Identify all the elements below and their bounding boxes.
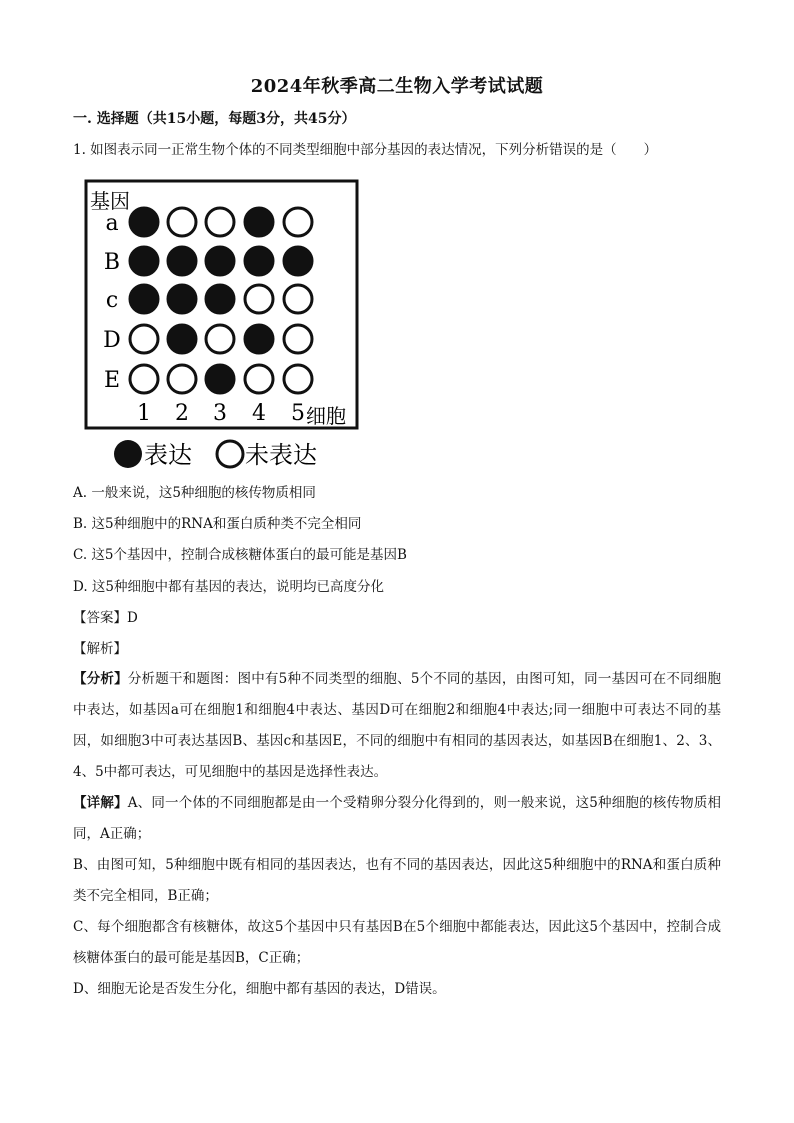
dot-gene-E-cell-5-not-expressed (284, 365, 312, 393)
cell-label-1: 1 (137, 401, 151, 426)
option-c: C. 这5个基因中，控制合成核糖体蛋白的最可能是基因B (73, 547, 407, 563)
dot-gene-a-cell-1-expressed (129, 207, 159, 237)
option-a: A. 一般来说，这5种细胞的核传物质相同 (73, 485, 316, 501)
dot-gene-D-cell-1-not-expressed (130, 325, 158, 353)
dot-gene-c-cell-4-not-expressed (245, 285, 273, 313)
cell-label-2: 2 (175, 401, 189, 426)
legend-expressed-swatch (114, 440, 142, 468)
dot-gene-B-cell-5-expressed (283, 246, 313, 276)
dot-gene-B-cell-4-expressed (244, 246, 274, 276)
cell-label-3: 3 (213, 401, 227, 426)
dot-gene-a-cell-3-not-expressed (206, 208, 234, 236)
analysis-label: 【分析】 (73, 671, 128, 687)
expression-dots (129, 207, 313, 394)
gene-label-c: c (105, 288, 119, 313)
dot-gene-D-cell-2-expressed (167, 324, 197, 354)
page-title: 2024年秋季高二生物入学考试试题 (250, 76, 544, 97)
gene-label-E: E (103, 368, 121, 393)
dot-gene-E-cell-2-not-expressed (168, 365, 196, 393)
cell-axis-label: 细胞 (306, 404, 346, 428)
analysis-text: 分析题干和题图：图中有5种不同类型的细胞、5个不同的基因，由图可知，同一基因可在不同细胞中表达，如基因a可在细胞1和细胞4中表达、基因D可在细胞2和细胞4中表达;同一细胞中可表达不同的基因，如细胞3中可表达基因B、基因c和基因E，不同的细胞中有相同的基因表达，如基因B在细胞1、2、3、4、5中都可表达，可见细胞中的基因是选择性表达。 (73, 671, 721, 780)
legend-expressed-label: 表达 (144, 441, 192, 469)
dot-gene-a-cell-4-expressed (244, 207, 274, 237)
cell-label-4: 4 (252, 401, 266, 426)
option-d: D. 这5种细胞中都有基因的表达，说明均已高度分化 (73, 579, 385, 595)
dot-gene-B-cell-2-expressed (167, 246, 197, 276)
dot-gene-a-cell-2-not-expressed (168, 208, 196, 236)
dot-gene-c-cell-5-not-expressed (284, 285, 312, 313)
dot-gene-c-cell-2-expressed (167, 284, 197, 314)
dot-gene-D-cell-3-not-expressed (206, 325, 234, 353)
dot-gene-c-cell-1-expressed (129, 284, 159, 314)
gene-label-D: D (103, 328, 121, 353)
gene-label-B: B (103, 250, 121, 275)
option-b: B. 这5种细胞中的RNA和蛋白质种类不完全相同 (73, 516, 362, 532)
detail-a-text: A、同一个体的不同细胞都是由一个受精卵分裂分化得到的，则一般来说，这5种细胞的核传物质相同，A正确； (73, 795, 722, 842)
gene-label-a: a (105, 211, 119, 236)
gene-axis-label: 基因 (90, 189, 130, 213)
answer-tag: 【答案】 (73, 610, 127, 626)
legend-not-expressed-swatch (217, 441, 243, 467)
detail-paragraph-c: C、每个细胞都含有核糖体，故这5个基因中只有基因B在5个细胞中都能表达，因此这5个基因中，控制合成核糖体蛋白的最可能是基因B，C正确； (73, 919, 721, 966)
gene-expression-diagram (84, 179, 364, 475)
analysis-paragraph (73, 664, 721, 788)
dot-gene-D-cell-4-expressed (244, 324, 274, 354)
detail-paragraph-b: B、由图可知，5种细胞中既有相同的基因表达，也有不同的基因表达，因此这5种细胞中的RNA和蛋白质种类不完全相同，B正确； (73, 857, 721, 904)
analysis-tag: 【解析】 (73, 641, 127, 657)
dot-gene-E-cell-3-expressed (205, 364, 235, 394)
question-stem: 1. 如图表示同一正常生物个体的不同类型细胞中部分基因的表达情况，下列分析错误的是（ ） (73, 142, 658, 158)
dot-gene-D-cell-5-not-expressed (284, 325, 312, 353)
section-heading: 一. 选择题（共15小题，每题3分，共45分） (73, 111, 356, 127)
answer-line (73, 609, 138, 627)
answer-value: D (127, 610, 138, 626)
dot-gene-a-cell-5-not-expressed (284, 208, 312, 236)
dot-gene-E-cell-4-not-expressed (245, 365, 273, 393)
detail-paragraph-d: D、细胞无论是否发生分化，细胞中都有基因的表达，D错误。 (73, 981, 446, 997)
gene-labels (103, 211, 121, 393)
dot-gene-c-cell-3-expressed (205, 284, 235, 314)
dot-gene-B-cell-1-expressed (129, 246, 159, 276)
gene-expression-figure (84, 179, 364, 475)
cell-labels (137, 401, 305, 426)
cell-label-5: 5 (291, 401, 305, 426)
detail-label: 【详解】 (73, 795, 128, 811)
dot-gene-B-cell-3-expressed (205, 246, 235, 276)
dot-gene-E-cell-1-not-expressed (130, 365, 158, 393)
detail-paragraph-a (73, 788, 721, 850)
legend-not-expressed-label: 未表达 (245, 441, 317, 469)
